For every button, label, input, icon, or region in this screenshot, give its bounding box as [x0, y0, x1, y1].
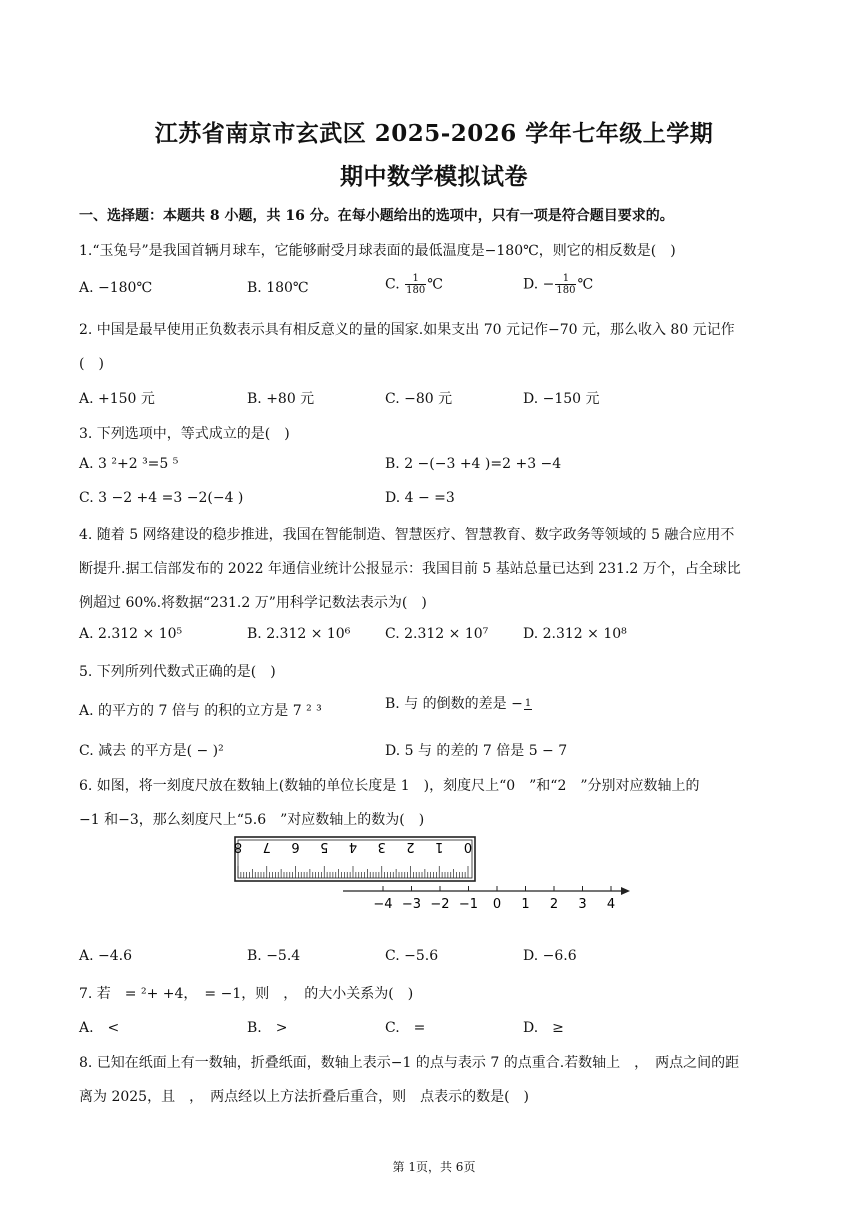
q3-option-b: B. 2 −(−3 +4 )=2 +3 −4 [385, 456, 562, 472]
q7-option-a: A. < [79, 1020, 120, 1036]
q2-stem-paren: ( ) [79, 356, 104, 372]
ruler-label: 1 [435, 839, 444, 854]
q4-line-2: 断提升.据工信部发布的 2022 年通信业统计公报显示：我国目前 5 基站总量已达到 231.2 万个，占全球比 [79, 561, 741, 577]
q2-option-b: B. +80 元 [247, 391, 315, 407]
ruler-label: 7 [262, 839, 271, 854]
q1-d-numerator: 1 [555, 273, 576, 285]
q5-option-b [385, 693, 533, 713]
q3-option-a: A. 3 ²+2 ³=5 ⁵ [79, 456, 179, 472]
q1-c-prefix: C. [385, 276, 405, 293]
q5-stem: 5. 下列所列代数式正确的是( ) [79, 664, 276, 680]
axis-label: −2 [430, 897, 450, 912]
q3-stem: 3. 下列选项中，等式成立的是( ) [79, 426, 290, 442]
q1-d-suffix: ℃ [577, 276, 594, 293]
q2-option-c: C. −80 元 [385, 391, 453, 407]
axis-arrow [621, 887, 630, 895]
q6-option-c: C. −5.6 [385, 948, 439, 964]
q6-line-2: −1 和−3，那么刻度尺上“5.6 ”对应数轴上的数为( ) [79, 812, 425, 828]
ruler-number-line-figure [225, 835, 645, 915]
ruler [234, 837, 475, 881]
q8-line-1: 8. 已知在纸面上有一数轴，折叠纸面，数轴上表示−1 的点与表示 7 的点重合.若数轴上 ， 两点之间的距 [79, 1055, 740, 1071]
q7-stem: 7. 若 = ²+ +4， = −1，则 ， 的大小关系为( ) [79, 986, 414, 1002]
axis-label: 4 [606, 897, 616, 912]
q5-b-fraction [524, 698, 532, 710]
ruler-label: 5 [320, 839, 329, 854]
q4-option-b: B. 2.312 × 10⁶ [247, 626, 351, 642]
q1-c-denominator: 180 [406, 285, 426, 296]
q1-c-suffix: ℃ [427, 276, 443, 293]
q6-option-d: D. −6.6 [523, 948, 577, 964]
axis-label: −4 [373, 897, 393, 912]
q2-stem: 2. 中国是最早使用正负数表示具有相反意义的量的国家.如果支出 70 元记作−70 元，那么收入 80 元记作 [79, 322, 735, 338]
q1-option-d [523, 273, 593, 296]
q3-option-c: C. 3 −2 +4 =3 −2(−4 ) [79, 490, 244, 506]
q4-line-1: 4. 随着 5 网络建设的稳步推进，我国在智能制造、智慧医疗、智慧教育、数字政务等领域的 5 融合应用不 [79, 527, 735, 543]
q5-option-c: C. 减去 的平方是( − )² [79, 743, 224, 759]
ruler-label: 3 [377, 839, 386, 854]
q1-c-numerator: 1 [405, 273, 426, 285]
title-line-1: 江苏省南京市玄武区 2025-2026 学年七年级上学期 [154, 120, 714, 147]
q6-option-b: B. −5.4 [247, 948, 301, 964]
q1-option-c [385, 273, 443, 296]
number-line [343, 886, 630, 912]
q5-b-prefix: B. 与 的倒数的差是 − [385, 696, 523, 712]
axis-label: −3 [401, 897, 422, 912]
axis-label: −1 [458, 897, 479, 912]
q1-d-fraction [555, 273, 576, 296]
axis-label: 1 [521, 897, 530, 912]
q5-b-numerator: 1 [524, 698, 532, 709]
q1-d-prefix: D. − [523, 276, 555, 293]
section-heading: 一、选择题：本题共 8 小题，共 16 分。在每小题给出的选项中，只有一项是符合题目要求的。 [79, 208, 674, 224]
q4-option-a: A. 2.312 × 10⁵ [79, 626, 183, 642]
q5-option-a: A. 的平方的 7 倍与 的积的立方是 7 ² ³ [79, 703, 322, 719]
q2-option-d: D. −150 元 [523, 391, 600, 407]
q5-option-d: D. 5 与 的差的 7 倍是 5 − 7 [385, 743, 568, 759]
q2-option-a: A. +150 元 [79, 391, 155, 407]
ruler-label: 2 [406, 839, 415, 854]
q1-option-a: A. −180℃ [79, 280, 153, 296]
q7-option-b: B. > [247, 1020, 288, 1036]
ruler-label: 4 [348, 839, 358, 854]
q1-option-b: B. 180℃ [247, 280, 309, 296]
q4-line-3: 例超过 60%.将数据“231.2 万”用科学记数法表示为( ) [79, 595, 427, 611]
q8-line-2: 离为 2025，且 ， 两点经以上方法折叠后重合，则 点表示的数是( ) [79, 1089, 530, 1105]
axis-label: 0 [492, 897, 502, 912]
q7-option-d: D. ≥ [523, 1020, 564, 1036]
q6-option-a: A. −4.6 [79, 948, 133, 964]
ruler-label: 0 [463, 839, 473, 854]
page-footer: 第 1页，共 6页 [392, 1160, 476, 1174]
q1-c-fraction [405, 273, 426, 296]
q3-option-d: D. 4 − =3 [385, 490, 455, 506]
q1-d-denominator: 180 [556, 285, 576, 296]
axis-label: 3 [578, 897, 587, 912]
q1-stem: 1.“玉兔号”是我国首辆月球车，它能够耐受月球表面的最低温度是−180℃，则它的相反数是( ) [79, 243, 676, 259]
q4-option-c: C. 2.312 × 10⁷ [385, 626, 489, 642]
q7-option-c: C. = [385, 1020, 426, 1036]
ruler-label: 8 [233, 839, 243, 854]
q4-option-d: D. 2.312 × 10⁸ [523, 626, 627, 642]
q6-line-1: 6. 如图，将一刻度尺放在数轴上(数轴的单位长度是 1 )，刻度尺上“0 ”和“2 ”分别对应数轴上的 [79, 778, 700, 794]
title-line-2: 期中数学模拟试卷 [340, 163, 528, 190]
ruler-label: 6 [291, 839, 300, 854]
axis-label: 2 [549, 897, 559, 912]
